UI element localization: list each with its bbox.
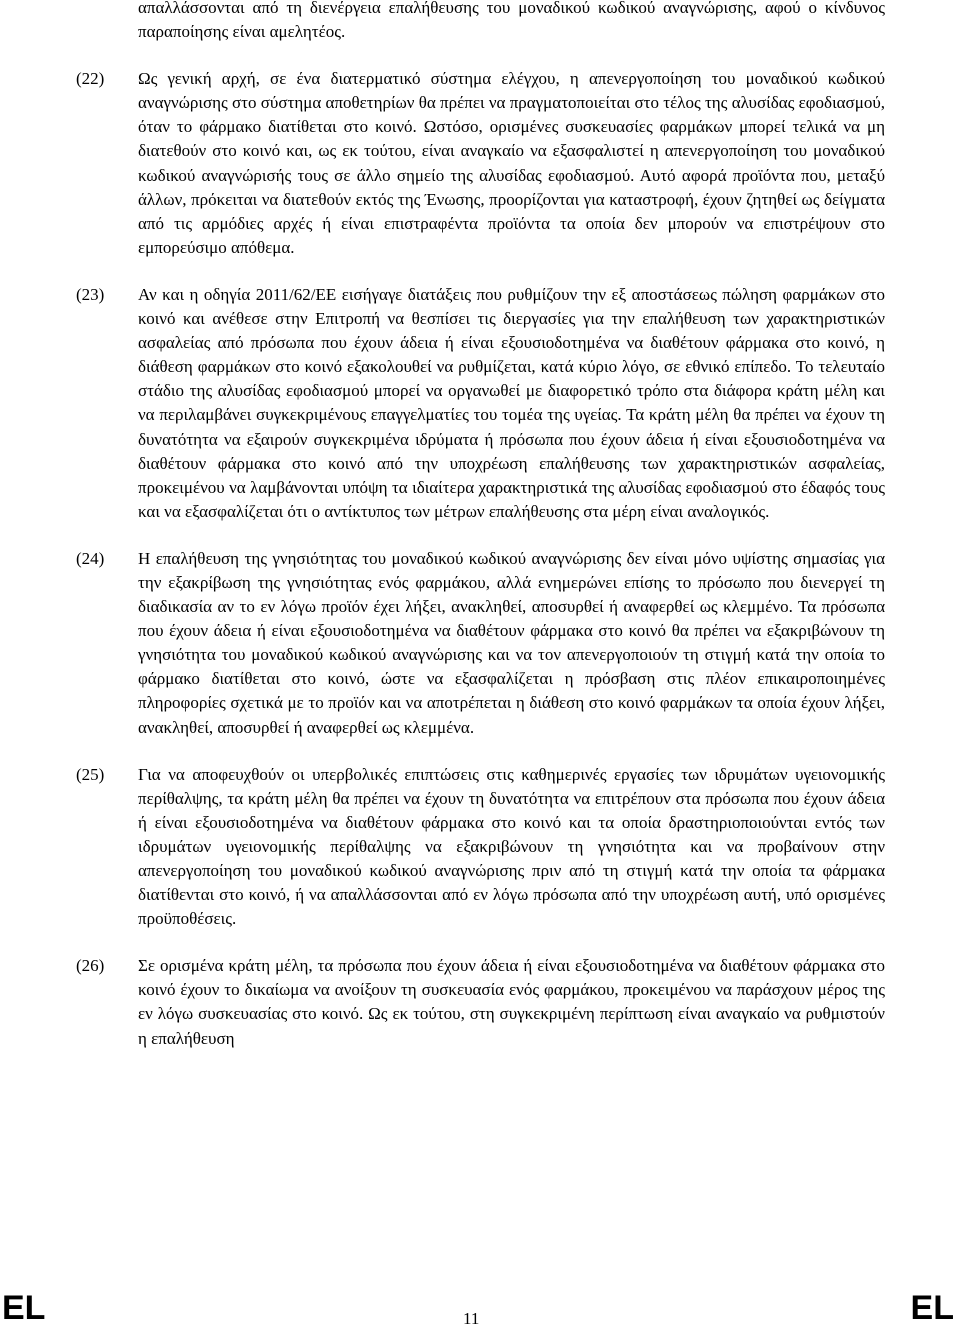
recital-23 [76,283,886,524]
recital-26 [76,954,886,1050]
footer-language-code-left: EL [2,1289,46,1327]
continuation-text: απαλλάσσονται από τη διενέργεια επαλήθευσης του μοναδικού κωδικού αναγνώρισης, αφού ο κίνδυνος παραποίησης είναι αμελητέος. [138,0,885,42]
recital-text: Σε ορισμένα κράτη μέλη, τα πρόσωπα που έχουν άδεια ή είναι εξουσιοδοτημένα να διαθέτουν φάρμακα στο κοινό έχουν το δικαίωμα να ανοίξουν τη συσκευασία ενός φαρμάκου, προκειμένου να παράσχουν μέρος της εν λόγω συσκευασίας στο κοινό. Ως εκ τούτου, στη συγκεκριμένη περίπτωση είναι αναγκαίο να ρυθμιστούν η επαλήθευση [138,956,885,1048]
recital-25 [76,763,886,932]
recital-22 [76,67,886,260]
recital-number: (25) [76,764,105,784]
paragraph-gap [76,931,886,954]
continuation-paragraph [76,0,886,44]
recital-text: Ως γενική αρχή, σε ένα διατερματικό σύστημα ελέγχου, η απενεργοποίηση του μοναδικού κωδικού αναγνώρισης στο σύστημα αποθετηρίων θα πρέπει να πραγματοποιείται στο τέλος της αλυσίδας εφοδιασμού, όταν το φάρμακο διατίθεται στο κοινό. Ωστόσο, ορισμένες συσκευασίες φαρμάκων μπορεί τελικά να μη διατεθούν στο κοινό και, ως εκ τούτου, είναι αναγκαίο να εξασφαλιστεί η απενεργοποίηση του μοναδικού κωδικού αναγνώρισής τους σε άλλο σημείο της αλυσίδας εφοδιασμού. Αυτό αφορά προϊόντα που, μεταξύ άλλων, πρόκειται να διατεθούν εκτός της Ένωσης, προορίζονται για καταστροφή, έχουν ζητηθεί ως δείγματα από τις αρμόδιες αρχές ή είναι επιστραφέντα προϊόντα τα οποία δεν μπορούν να επιστρέψουν στο εμπορεύσιμο απόθεμα. [138,69,885,257]
footer-language-code-right: EL [910,1289,954,1327]
recital-24 [76,547,886,740]
paragraph-gap [76,260,886,283]
recital-number: (24) [76,548,105,568]
document-body [76,0,886,1051]
recital-number: (22) [76,69,105,89]
recital-text: Αν και η οδηγία 2011/62/ΕΕ εισήγαγε διατάξεις που ρυθμίζουν την εξ αποστάσεως πώληση φαρμάκων στο κοινό και ανέθεσε στην Επιτροπή να θεσπίσει τις διεργασίες για την επαλήθευση των χαρακτηριστικών ασφαλείας από πρόσωπα που έχουν άδεια ή είναι εξουσιοδοτημένα να διαθέτουν φάρμακα στο κοινό, η διάθεση φαρμάκων στο κοινό εξακολουθεί να ρυθμίζεται, κατά κύριο λόγο, σε εθνικό επίπεδο. Το τελευταίο στάδιο της αλυσίδας εφοδιασμού μπορεί να οργανωθεί με διαφορετικό τρόπο στα διάφορα κράτη μέλη και να περιλαμβάνει συγκεκριμένους επαγγελματίες του τομέα της υγείας. Τα κράτη μέλη θα πρέπει να έχουν τη δυνατότητα να εξαιρούν συγκεκριμένα ιδρύματα ή πρόσωπα που έχουν άδεια ή είναι εξουσιοδοτημένα να διαθέτουν φάρμακα στο κοινό από την υποχρέωση επαλήθευσης των χαρακτηριστικών ασφαλείας, προκειμένου να λαμβάνονται υπόψη τα ιδιαίτερα χαρακτηριστικά της αλυσίδας εφοδιασμού στο έδαφός τους και να εξασφαλίζεται ότι ο αντίκτυπος των μέτρων επαλήθευσης στα μέρη είναι αναλογικός. [138,284,885,521]
recital-number: (26) [76,956,105,976]
paragraph-gap [76,44,886,67]
recital-number: (23) [76,284,105,304]
paragraph-gap [76,524,886,547]
footer-page-number: 11 [463,1309,480,1328]
recital-text: Η επαλήθευση της γνησιότητας του μοναδικού κωδικού αναγνώρισης δεν είναι μόνο υψίστης σημασίας για την εξακρίβωση της γνησιότητας ενός φαρμάκου, αλλά ενημερώνει επίσης το πρόσωπο που διενεργεί τη διαδικασία αν το εν λόγω προϊόν έχει λήξει, ανακληθεί, αποσυρθεί ή αναφερθεί ως κλεμμένο. Τα πρόσωπα που έχουν άδεια ή είναι εξουσιοδοτημένα να διαθέτουν φάρμακα στο κοινό θα πρέπει να εξακριβώνουν τη γνησιότητα του μοναδικού κωδικού αναγνώρισης και να τον απενεργοποιούν τη στιγμή κατά την οποία το φάρμακο διατίθεται στο κοινό, ώστε να εξασφαλίζεται η πρόσβαση στις πλέον επικαιροποιημένες πληροφορίες σχετικά με το προϊόν και να αποτρέπεται η διάθεση στο κοινό φαρμάκων τα οποία έχουν λήξει, ανακληθεί, αποσυρθεί ή αναφερθεί ως κλεμμένα. [138,548,885,737]
recital-text: Για να αποφευχθούν οι υπερβολικές επιπτώσεις στις καθημερινές εργασίες των ιδρυμάτων υγειονομικής περίθαλψης, τα κράτη μέλη θα πρέπει να έχουν τη δυνατότητα να επιτρέπουν στα πρόσωπα που έχουν άδεια ή είναι εξουσιοδοτημένα να διαθέτουν φάρμακα στο κοινό και τα οποία δραστηριοποιούνται εντός των ιδρυμάτων υγειονομικής περίθαλψης να εξακριβώνουν τη γνησιότητα και να προβαίνουν στην απενεργοποίηση του μοναδικού κωδικού αναγνώρισης πριν από τη στιγμή κατά την οποία τα φάρμακα διατίθενται στο κοινό, ή να απαλλάσσονται από εν λόγω πρόσωπα από την υποχρέωση αυτή, υπό ορισμένες προϋποθέσεις. [138,764,885,929]
paragraph-gap [76,740,886,763]
